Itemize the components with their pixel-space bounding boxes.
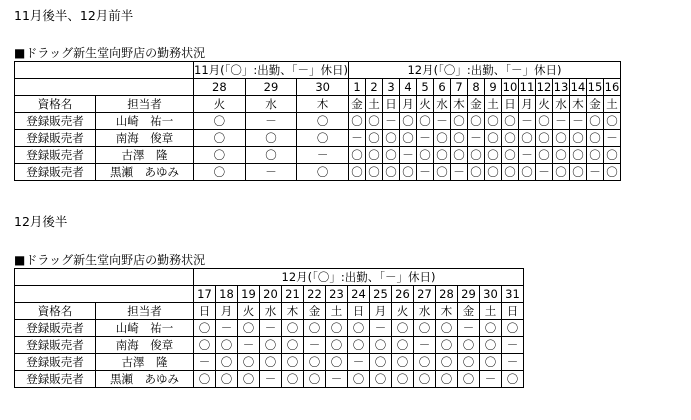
attendance-cell: 〇: [282, 354, 304, 371]
attendance-cell: 〇: [238, 320, 260, 337]
attendance-cell: 〇: [436, 337, 458, 354]
attendance-cell: －: [586, 164, 603, 181]
attendance-cell: 〇: [304, 371, 326, 388]
month-header: 11月(「〇」:出勤、「－」休日): [194, 63, 348, 77]
attendance-cell: 〇: [370, 371, 392, 388]
staff-name-cell: 山崎 祐一: [96, 320, 194, 337]
table-row: [15, 337, 524, 354]
attendance-cell: －: [348, 130, 365, 147]
qualification-header: 資格名: [15, 303, 96, 320]
attendance-cell: 〇: [436, 371, 458, 388]
attendance-cell: 〇: [348, 320, 370, 337]
attendance-cell: 〇: [467, 164, 484, 181]
attendance-cell: －: [297, 147, 349, 164]
weekday-cell: 木: [569, 96, 586, 113]
attendance-cell: －: [260, 320, 282, 337]
weekday-cell: 土: [603, 96, 620, 113]
weekday-cell: 水: [245, 96, 297, 113]
attendance-cell: 〇: [552, 164, 569, 181]
weekday-cell: 土: [326, 303, 348, 320]
attendance-cell: 〇: [282, 320, 304, 337]
attendance-cell: 〇: [382, 164, 399, 181]
weekday-cell: 日: [348, 303, 370, 320]
day-number: 17: [194, 286, 216, 303]
day-number: 6: [433, 79, 450, 96]
attendance-cell: －: [467, 130, 484, 147]
attendance-cell: 〇: [502, 371, 524, 388]
attendance-cell: 〇: [484, 130, 501, 147]
attendance-cell: 〇: [365, 113, 382, 130]
attendance-cell: 〇: [365, 130, 382, 147]
attendance-cell: 〇: [216, 354, 238, 371]
attendance-cell: －: [433, 113, 450, 130]
attendance-cell: －: [399, 147, 416, 164]
attendance-cell: 〇: [484, 147, 501, 164]
attendance-cell: 〇: [450, 147, 467, 164]
weekday-cell: 火: [392, 303, 414, 320]
day-number: 20: [260, 286, 282, 303]
attendance-cell: 〇: [326, 320, 348, 337]
attendance-cell: 〇: [399, 130, 416, 147]
attendance-cell: 〇: [501, 113, 518, 130]
weekday-cell: 土: [480, 303, 502, 320]
day-number: 30: [297, 79, 349, 96]
table-row: [15, 320, 524, 337]
attendance-cell: 〇: [603, 164, 620, 181]
qualification-cell: 登録販売者: [15, 147, 96, 164]
weekday-cell: 日: [502, 303, 524, 320]
month-header: 12月(「〇」:出勤、「－」休日): [194, 269, 524, 286]
attendance-cell: －: [518, 147, 535, 164]
attendance-cell: 〇: [501, 164, 518, 181]
attendance-cell: 〇: [433, 164, 450, 181]
attendance-cell: 〇: [370, 337, 392, 354]
table-row: [15, 130, 621, 147]
attendance-cell: 〇: [216, 371, 238, 388]
attendance-cell: 〇: [480, 337, 502, 354]
attendance-cell: 〇: [370, 354, 392, 371]
day-number: 23: [326, 286, 348, 303]
weekday-cell: 水: [552, 96, 569, 113]
attendance-cell: －: [535, 164, 552, 181]
attendance-cell: 〇: [260, 337, 282, 354]
attendance-cell: 〇: [458, 371, 480, 388]
weekday-cell: 木: [282, 303, 304, 320]
attendance-cell: 〇: [194, 320, 216, 337]
attendance-cell: 〇: [326, 354, 348, 371]
attendance-cell: －: [518, 113, 535, 130]
attendance-cell: 〇: [569, 164, 586, 181]
staff-name-cell: 南海 俊章: [96, 337, 194, 354]
staff-name-cell: 古澤 隆: [96, 354, 194, 371]
day-number: 4: [399, 79, 416, 96]
schedule-table-first-half: [14, 61, 621, 181]
weekday-cell: 火: [238, 303, 260, 320]
day-number: 5: [416, 79, 433, 96]
attendance-cell: 〇: [414, 354, 436, 371]
attendance-cell: 〇: [586, 147, 603, 164]
attendance-cell: 〇: [467, 147, 484, 164]
attendance-cell: －: [370, 320, 392, 337]
day-number: 18: [216, 286, 238, 303]
weekday-cell: 木: [450, 96, 467, 113]
attendance-cell: 〇: [467, 113, 484, 130]
day-number: 3: [382, 79, 399, 96]
attendance-cell: 〇: [392, 354, 414, 371]
attendance-cell: 〇: [260, 354, 282, 371]
attendance-cell: －: [304, 337, 326, 354]
attendance-cell: 〇: [450, 130, 467, 147]
staff-header: 担当者: [96, 96, 194, 113]
table-row: [15, 371, 524, 388]
day-number: 26: [392, 286, 414, 303]
staff-name-cell: 山崎 祐一: [96, 113, 194, 130]
attendance-cell: 〇: [502, 320, 524, 337]
table-row: [15, 354, 524, 371]
attendance-cell: 〇: [433, 147, 450, 164]
attendance-cell: －: [502, 337, 524, 354]
attendance-cell: 〇: [603, 113, 620, 130]
attendance-cell: 〇: [535, 147, 552, 164]
attendance-cell: 〇: [569, 130, 586, 147]
attendance-cell: 〇: [348, 164, 365, 181]
attendance-cell: 〇: [382, 147, 399, 164]
attendance-cell: 〇: [282, 337, 304, 354]
qualification-cell: 登録販売者: [15, 337, 96, 354]
day-number: 14: [570, 80, 586, 94]
attendance-cell: 〇: [348, 147, 365, 164]
qualification-cell: 登録販売者: [15, 164, 96, 181]
attendance-cell: 〇: [458, 354, 480, 371]
attendance-cell: －: [326, 371, 348, 388]
attendance-cell: －: [416, 164, 433, 181]
staff-name-cell: 南海 俊章: [96, 130, 194, 147]
day-number: 11: [519, 80, 535, 94]
attendance-cell: 〇: [450, 113, 467, 130]
attendance-cell: 〇: [297, 113, 349, 130]
attendance-cell: 〇: [518, 164, 535, 181]
attendance-cell: －: [480, 371, 502, 388]
attendance-cell: －: [260, 371, 282, 388]
weekday-cell: 日: [194, 303, 216, 320]
qualification-cell: 登録販売者: [15, 113, 96, 130]
attendance-cell: 〇: [392, 320, 414, 337]
weekday-cell: 火: [535, 96, 552, 113]
attendance-cell: 〇: [436, 354, 458, 371]
attendance-cell: 〇: [304, 320, 326, 337]
attendance-cell: 〇: [501, 147, 518, 164]
day-number: 22: [304, 286, 326, 303]
attendance-cell: 〇: [433, 130, 450, 147]
header-blank-cell: [15, 269, 194, 286]
attendance-cell: 〇: [326, 337, 348, 354]
attendance-cell: －: [450, 164, 467, 181]
attendance-cell: －: [569, 113, 586, 130]
staff-name-cell: 黒瀬 あゆみ: [96, 371, 194, 388]
day-number: 16: [604, 80, 620, 94]
attendance-cell: 〇: [365, 164, 382, 181]
attendance-cell: 〇: [194, 130, 246, 147]
attendance-cell: －: [603, 130, 620, 147]
day-number: 30: [480, 286, 502, 303]
attendance-cell: 〇: [480, 354, 502, 371]
attendance-cell: －: [458, 320, 480, 337]
qualification-cell: 登録販売者: [15, 371, 96, 388]
weekday-cell: 金: [348, 96, 365, 113]
attendance-cell: 〇: [297, 164, 349, 181]
weekday-cell: 土: [365, 96, 382, 113]
table-row: [15, 164, 621, 181]
attendance-cell: －: [552, 113, 569, 130]
attendance-cell: 〇: [416, 147, 433, 164]
attendance-cell: 〇: [392, 337, 414, 354]
qualification-cell: 登録販売者: [15, 130, 96, 147]
weekday-cell: 月: [216, 303, 238, 320]
schedule-table-second-half: [14, 268, 524, 388]
attendance-cell: －: [245, 164, 297, 181]
attendance-cell: 〇: [586, 130, 603, 147]
attendance-cell: 〇: [399, 113, 416, 130]
attendance-cell: 〇: [484, 113, 501, 130]
weekday-cell: 金: [458, 303, 480, 320]
attendance-cell: 〇: [238, 354, 260, 371]
month-header: 12月(「〇」:出勤、「－」休日): [348, 62, 620, 79]
attendance-cell: 〇: [194, 371, 216, 388]
weekday-cell: 月: [399, 96, 416, 113]
attendance-cell: 〇: [603, 147, 620, 164]
attendance-cell: －: [238, 337, 260, 354]
attendance-cell: 〇: [586, 113, 603, 130]
weekday-cell: 日: [382, 96, 399, 113]
header-blank-cell: [15, 79, 194, 96]
attendance-cell: －: [416, 130, 433, 147]
weekday-cell: 土: [484, 96, 501, 113]
attendance-cell: 〇: [414, 320, 436, 337]
attendance-cell: 〇: [304, 354, 326, 371]
attendance-cell: 〇: [365, 147, 382, 164]
day-number: 21: [282, 286, 304, 303]
day-number: 8: [467, 79, 484, 96]
staff-name-cell: 古澤 隆: [96, 147, 194, 164]
attendance-cell: 〇: [194, 337, 216, 354]
day-number: 19: [238, 286, 260, 303]
attendance-cell: －: [194, 354, 216, 371]
attendance-cell: 〇: [399, 164, 416, 181]
day-number: 29: [245, 79, 297, 96]
attendance-cell: 〇: [245, 147, 297, 164]
attendance-cell: 〇: [535, 113, 552, 130]
day-number: 9: [484, 79, 501, 96]
header-blank-cell: [15, 62, 194, 79]
day-number: 12: [536, 80, 552, 94]
attendance-cell: 〇: [216, 337, 238, 354]
weekday-cell: 金: [586, 96, 603, 113]
day-number: 15: [587, 80, 603, 94]
day-number: 28: [436, 286, 458, 303]
attendance-cell: 〇: [392, 371, 414, 388]
attendance-cell: 〇: [194, 147, 246, 164]
weekday-cell: 金: [304, 303, 326, 320]
attendance-cell: 〇: [501, 130, 518, 147]
day-number: 13: [553, 80, 569, 94]
table-row: [15, 113, 621, 130]
attendance-cell: 〇: [569, 147, 586, 164]
attendance-cell: 〇: [382, 130, 399, 147]
table-row: [15, 147, 621, 164]
weekday-cell: 水: [433, 96, 450, 113]
store-title-first-half: ■ドラッグ新生堂向野店の勤務状況: [14, 46, 206, 60]
attendance-cell: 〇: [245, 130, 297, 147]
attendance-cell: 〇: [348, 371, 370, 388]
day-number: 24: [348, 286, 370, 303]
attendance-cell: 〇: [535, 130, 552, 147]
weekday-cell: 火: [416, 96, 433, 113]
attendance-cell: 〇: [458, 337, 480, 354]
attendance-cell: －: [502, 354, 524, 371]
section-title-first-half: 11月後半、12月前半: [14, 8, 134, 23]
day-number: 31: [502, 286, 524, 303]
qualification-cell: 登録販売者: [15, 320, 96, 337]
weekday-cell: 火: [194, 96, 246, 113]
day-number: 25: [370, 286, 392, 303]
weekday-cell: 水: [414, 303, 436, 320]
weekday-cell: 水: [260, 303, 282, 320]
attendance-cell: 〇: [416, 113, 433, 130]
day-number: 7: [450, 79, 467, 96]
store-title-second-half: ■ドラッグ新生堂向野店の勤務状況: [14, 253, 206, 267]
attendance-cell: 〇: [436, 320, 458, 337]
staff-header: 担当者: [96, 303, 194, 320]
attendance-cell: 〇: [552, 147, 569, 164]
day-number: 1: [348, 79, 365, 96]
attendance-cell: 〇: [414, 371, 436, 388]
day-number: 29: [458, 286, 480, 303]
section-title-second-half: 12月後半: [14, 214, 68, 229]
attendance-cell: 〇: [282, 371, 304, 388]
weekday-cell: 月: [370, 303, 392, 320]
attendance-cell: －: [348, 354, 370, 371]
staff-name-cell: 黒瀬 あゆみ: [96, 164, 194, 181]
day-number: 10: [502, 80, 518, 94]
qualification-cell: 登録販売者: [15, 354, 96, 371]
attendance-cell: －: [382, 113, 399, 130]
attendance-cell: －: [245, 113, 297, 130]
attendance-cell: 〇: [348, 113, 365, 130]
weekday-cell: 月: [518, 96, 535, 113]
qualification-header: 資格名: [15, 96, 96, 113]
weekday-cell: 木: [436, 303, 458, 320]
attendance-cell: －: [216, 320, 238, 337]
attendance-cell: 〇: [297, 130, 349, 147]
day-number: 28: [194, 79, 246, 96]
day-number: 2: [365, 79, 382, 96]
attendance-cell: 〇: [552, 130, 569, 147]
header-blank-cell: [15, 286, 194, 303]
weekday-cell: 金: [467, 96, 484, 113]
weekday-cell: 木: [297, 96, 349, 113]
attendance-cell: 〇: [518, 130, 535, 147]
attendance-cell: 〇: [480, 320, 502, 337]
attendance-cell: 〇: [348, 337, 370, 354]
attendance-cell: 〇: [238, 371, 260, 388]
attendance-cell: －: [414, 337, 436, 354]
day-number: 27: [414, 286, 436, 303]
weekday-cell: 日: [501, 96, 518, 113]
attendance-cell: 〇: [194, 113, 246, 130]
attendance-cell: 〇: [484, 164, 501, 181]
attendance-cell: 〇: [194, 164, 246, 181]
